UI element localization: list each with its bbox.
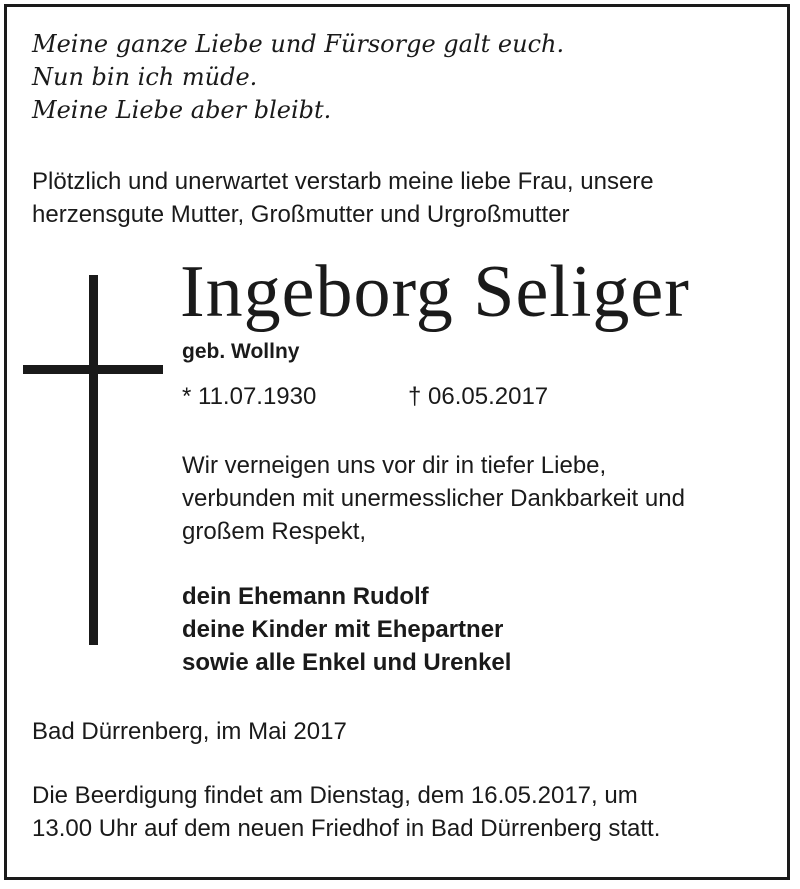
tribute-line-3: großem Respekt, [182, 518, 367, 545]
cross-icon-vertical [89, 275, 98, 645]
tribute-line-1: Wir verneigen uns vor dir in tiefer Liebe, [182, 452, 607, 479]
place-date: Bad Dürrenberg, im Mai 2017 [32, 718, 347, 745]
tribute-line-2: verbunden mit unermesslicher Dankbarkeit und [182, 485, 685, 512]
cross-icon-horizontal [23, 365, 163, 374]
mourner-line-2: deine Kinder mit Ehepartner [182, 616, 504, 643]
intro-line-1: Plötzlich und unerwartet verstarb meine liebe Frau, unsere [32, 168, 654, 195]
obituary-frame [4, 4, 790, 880]
poem-line-3: Meine Liebe aber bleibt. [32, 96, 332, 124]
maiden-name: geb. Wollny [182, 340, 300, 363]
death-date: † 06.05.2017 [408, 383, 549, 410]
funeral-line-2: 13.00 Uhr auf dem neuen Friedhof in Bad Dürrenberg statt. [32, 815, 661, 842]
deceased-name: Ingeborg Seliger [180, 251, 690, 333]
poem-line-2: Nun bin ich müde. [32, 63, 258, 91]
poem-line-1: Meine ganze Liebe und Fürsorge galt euch. [32, 30, 565, 58]
mourner-line-3: sowie alle Enkel und Urenkel [182, 649, 512, 676]
funeral-line-1: Die Beerdigung findet am Dienstag, dem 16.05.2017, um [32, 782, 638, 809]
birth-date: * 11.07.1930 [182, 383, 317, 410]
mourner-line-1: dein Ehemann Rudolf [182, 583, 429, 610]
intro-line-2: herzensgute Mutter, Großmutter und Urgroßmutter [32, 201, 570, 228]
